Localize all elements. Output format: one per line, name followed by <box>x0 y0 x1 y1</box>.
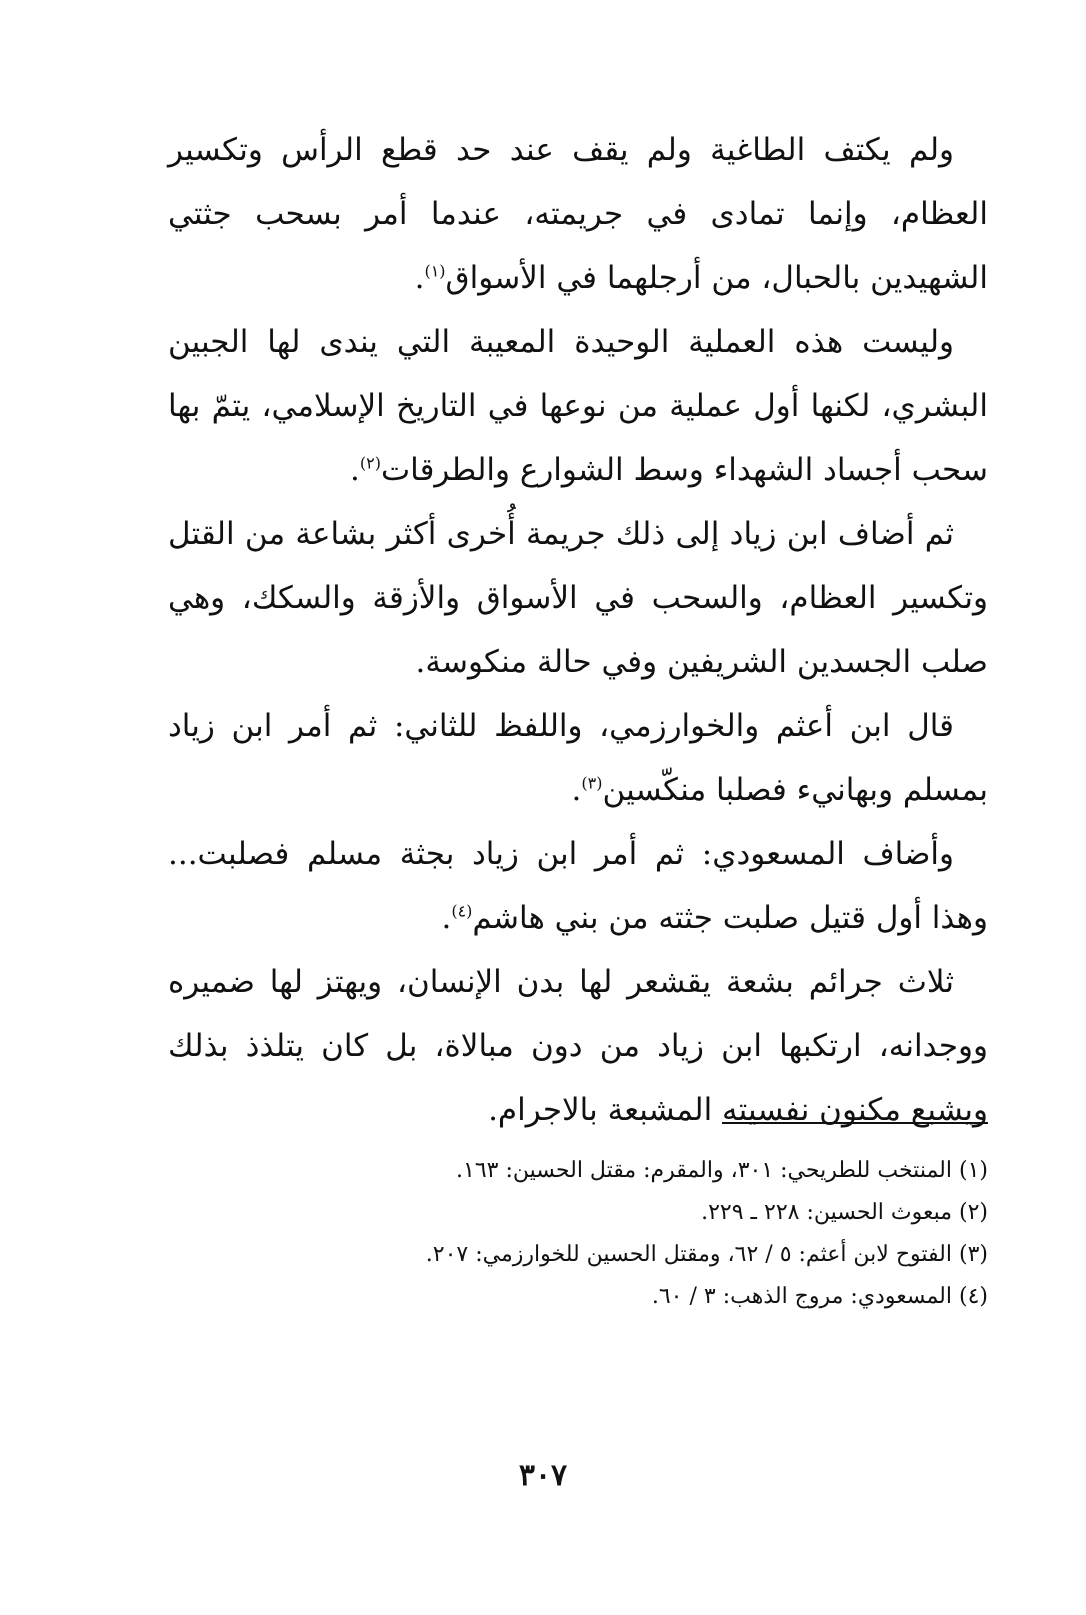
paragraph-5-text: وأضاف المسعودي: ثم أمر ابن زياد بجثة مسلم فصلبت... وهذا أول قتيل صلبت جثته من بني هاشم <box>168 836 988 936</box>
paragraph-5-end: . <box>441 900 452 936</box>
main-text <box>168 118 988 1142</box>
footnote-1: (١) المنتخب للطريحي: ٣٠١، والمقرم: مقتل الحسين: ١٦٣. <box>456 1158 988 1183</box>
paragraph-6 <box>168 950 988 1142</box>
footnote-2: (٢) مبعوث الحسين: ٢٢٨ ـ ٢٢٩. <box>701 1200 988 1225</box>
page-number: ٣٠٧ <box>518 1458 568 1493</box>
footnote-ref-4: (٤) <box>451 901 473 921</box>
paragraph-5 <box>168 822 988 950</box>
paragraph-6-text: ثلاث جرائم بشعة يقشعر لها بدن الإنسان، ويهتز لها ضميره ووجدانه، ارتكبها ابن زياد من دون مبالاة، بل كان يتلذذ بذلك ويشبع مكنون نفسيته المشبعة بالاجرام. <box>168 964 988 1128</box>
footnote-3: (٣) الفتوح لابن أعثم: ٥ / ٦٢، ومقتل الحسين للخوارزمي: ٢٠٧. <box>425 1242 988 1267</box>
paragraph-3-text: ثم أضاف ابن زياد إلى ذلك جريمة أُخرى أكثر بشاعة من القتل وتكسير العظام، والسحب في الأسواق والأزقة والسكك، وهي صلب الجسدين الشريفين وفي حالة منكوسة. <box>168 516 988 680</box>
paragraph-2 <box>168 310 988 502</box>
paragraph-1 <box>168 118 988 310</box>
paragraph-3 <box>168 502 988 694</box>
footnote-4: (٤) المسعودي: مروج الذهب: ٣ / ٦٠. <box>651 1284 988 1309</box>
footnote-ref-3: (٣) <box>581 773 603 793</box>
paragraph-2-end: . <box>350 452 360 488</box>
paragraph-4 <box>168 694 988 822</box>
paragraph-1-text: ولم يكتف الطاغية ولم يقف عند حد قطع الرأس وتكسير العظام، وإنما تمادى في جريمته، عندما أمر بسحب جثتي الشهيدين بالحبال، من أرجلهما في الأسواق <box>168 132 988 296</box>
paragraph-2-text: وليست هذه العملية الوحيدة المعيبة التي يندى لها الجبين البشري، لكنها أول عملية من نوعها في التاريخ الإسلامي، يتمّ بها سحب أجساد الشهداء وسط الشوارع والطرقات <box>168 324 988 488</box>
paragraph-4-text: قال ابن أعثم والخوارزمي، واللفظ للثاني: ثم أمر ابن زياد بمسلم وبهانيء فصلبا منكّسين <box>168 708 988 808</box>
footnotes <box>168 1150 988 1318</box>
footnote-ref-1: (١) <box>424 261 446 281</box>
footnote-divider <box>722 1122 988 1124</box>
paragraph-1-end: . <box>414 260 425 296</box>
footnote-ref-2: (٢) <box>359 453 381 473</box>
paragraph-4-end: . <box>571 772 582 808</box>
